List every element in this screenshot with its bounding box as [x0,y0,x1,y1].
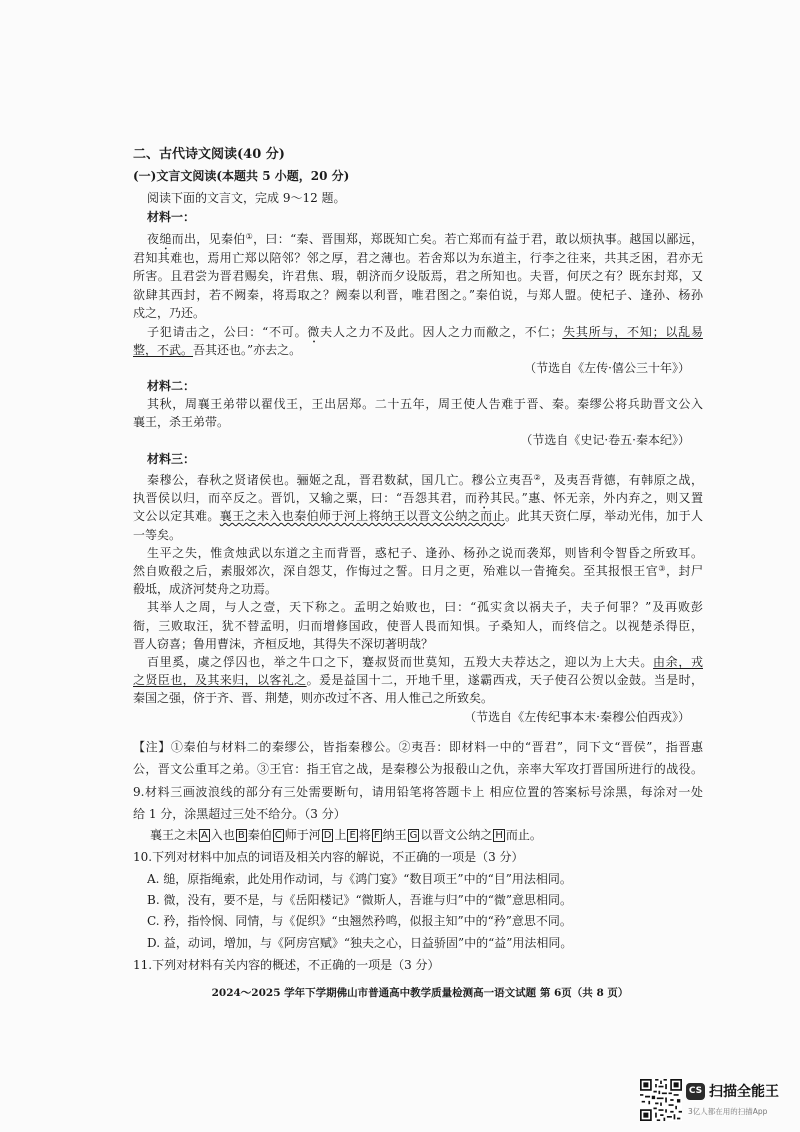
q10-option-d: D. 益，动词，增加，与《阿房宫赋》“独夫之心，日益骄固”中的“益”用法相同。 [147,936,573,950]
material1-line [133,341,703,361]
q9-sentence [150,826,700,846]
text-segment: ，及夷吾背德，有韩原之战， [541,473,703,487]
subsection-title: (一)文言文阅读(本题共 5 小题，20 分) [133,169,350,183]
text-segment: ，曰：“秦、晋围郑，郑既知亡矣。若亡郑而有益于君，敢以烦执事。越国以鄙远， [253,232,703,246]
text-segment: 执晋侯以归，而卒反之。晋饥，又输之粟，曰：“吾怨其君，而 [133,491,478,505]
footnote-marker: ③ [658,564,666,573]
footnote-marker: ① [245,232,254,241]
material1-line [147,230,703,250]
material3-label: 材料三： [147,452,196,466]
section-title: 二、古代诗文阅读(40 分) [133,147,285,162]
q10-stem: 10.下列对材料中加点的词语及相关内容的解说，不正确的一项是（3 分） [133,850,524,864]
dotted-word: 微 [307,325,321,339]
underlined-text: 由余，戎 [653,655,703,669]
wavy-underlined-text: 襄王之未入也秦伯师于河上将纳王以晋文公纳之而止 [219,509,505,523]
material3-line [133,489,703,509]
answer-box-e[interactable]: E [349,830,356,841]
material1-line: 君知其难也，焉用亡郑以陪邻？邻之厚，君之薄也。若舍郑以为东道主，行李之往来，共其乏困，君亦无 [133,251,703,265]
material3-line [147,653,703,673]
material3-line [133,671,703,691]
material2-source: （节选自《史记·卷五·秦本纪》） [520,433,690,447]
material1-line: 欲肆其西封，若不阙秦，将焉取之？阙秦以利晋，唯君图之。”秦伯说，与郑人盟。使杞子、逢孙、杨孙 [133,288,703,302]
text-segment: 夜 [147,232,160,246]
material3-line: 晋人窃喜；鲁用曹沫，齐桓反地，其得失不深切著明哉？ [133,637,434,651]
text-segment: 夫人之力不及此。因人之力而敝之，不仁； [320,325,563,339]
q9-stem-cont: 给 1 分，涂黑超过三处不给分。（3 分） [133,807,346,821]
material3-line [147,471,703,491]
text-segment: ，封尸 [665,564,703,578]
footnote-marker: ② [533,473,542,482]
reading-instruction: 阅读下面的文言文，完成 9～12 题。 [147,191,346,205]
text-segment: 而出，见秦伯 [171,232,246,246]
material2-line: 其秋，周襄王弟带以翟伐王，王出居郑。二十五年，周王使人告难于晋、秦。秦缪公将兵助晋文公入 [147,397,703,411]
text-segment: 。此其天资仁厚，举动光伟，加于人 [504,509,703,523]
sentence-segment: 而止。 [505,828,542,842]
sentence-segment: 秦伯 [247,828,272,842]
answer-box-a[interactable]: A [201,830,208,841]
material2-label: 材料二： [147,379,196,393]
underlined-text: 整，不武。 [133,343,194,357]
notes-line: 公，晋文公重耳之弟。③王官：指王官之战，是秦穆公为报殽山之仇，亲率大军攻打晋国所进行的战役。 [133,762,703,776]
sentence-segment: 入也 [210,828,235,842]
text-segment: 百里奚，虞之俘囚也，举之牛口之下，蹇叔贤而世莫知，五羖大夫荐达之，迎以为上大夫。 [147,655,654,669]
material3-line [133,562,703,582]
scanner-brand: 扫描全能王 [709,1084,779,1100]
text-segment: 秦穆公，春秋之贤诸侯也。骊姬之乱，晋君数弑，国几亡。穆公立夷吾 [147,473,534,487]
sentence-segment: 将 [358,828,371,842]
sentence-segment: 纳王 [382,828,407,842]
answer-box-c[interactable]: C [274,830,282,841]
q11-stem: 11.下列对材料有关内容的概述，不正确的一项是（3 分） [133,958,440,972]
q9-stem: 9.材料三画波浪线的部分有三处需要断句，请用铅笔将答题卡上 相应位置的答案标号涂黑，每涂对一处 [133,785,703,799]
q10-option-a: A. 缒，原指绳索，此处用作动词，与《鸿门宴》“数目项王”中的“目”用法相同。 [147,872,572,886]
material1-line [147,323,703,343]
material3-line: 殽坻，成济河焚舟之功焉。 [133,582,278,596]
answer-box-g[interactable]: G [409,830,418,841]
material3-line: 衙，三败取汪，犹不替孟明，归而增修国政，使晋人畏而知惧。子桑知人，而终信之。以视楚杀得臣， [133,619,703,633]
page-footer: 2024～2025 学年下学期佛山市普通高中教学质量检测高一语文试题 第 6页（共 8 页） [211,987,629,999]
material1-line: 戍之，乃还。 [133,306,206,320]
q10-option-c: C. 矜，指怜悯、同情，与《促织》“虫翘然矜鸣，似报主知”中的“矜”意思不同。 [147,914,572,928]
material3-line: 其举人之周，与人之壹，天下称之。孟明之始败也，曰：“孤实贪以祸夫子，夫子何罪？”及再败彭 [147,600,703,614]
answer-box-h[interactable]: H [495,830,503,841]
text-segment: 国十二，开地千里，遂霸西戎，天子使召公贺以金鼓。当是时， [356,673,703,687]
sentence-segment: 上 [334,828,347,842]
text-segment: 文公以定其难。 [133,509,220,523]
material3-line: 一等矣。 [133,528,182,542]
answer-box-b[interactable]: B [237,830,245,841]
answer-box-f[interactable]: F [373,830,380,841]
sentence-segment: 以晋文公纳之 [420,828,493,842]
text-segment: 子犯请击之，公曰：“不可。 [147,325,308,339]
sentence-segment: 襄王之未 [150,828,199,842]
material1-source: （节选自《左传·僖公三十年》） [524,361,690,375]
material3-source: （节选自《左传纪事本末·秦穆公伯西戎》） [464,710,690,724]
material2-line: 襄王，杀王弟带。 [133,415,230,429]
text-segment: 吾其还也。”亦去之。 [193,343,302,357]
q10-option-b: B. 微，没有，要不是，与《岳阳楼记》“微斯人，吾谁与归”中的“微”意思相同。 [147,893,572,907]
dotted-word: 矜 [477,491,491,505]
sentence-segment: 师于河 [284,828,321,842]
qr-code-icon [640,1079,682,1121]
answer-box-d[interactable]: D [323,830,332,841]
material3-line [133,507,703,527]
material1-label: 材料一： [147,210,196,224]
underlined-text: 失其所与，不知；以乱易 [562,325,703,339]
scanner-tagline: 3亿人都在用的扫描App [688,1107,768,1116]
dotted-word: 缒 [159,232,172,246]
notes-line: 【注】①秦伯与材料二的秦缪公，皆指秦穆公。②夷吾：即材料一中的“晋君”，同下文“晋侯”，指晋惠 [133,740,703,754]
scanner-logo-badge: CS [686,1083,705,1100]
material1-line: 所害。且君尝为晋君赐矣，许君焦、瑕，朝济而夕设版焉，君之所知也。夫晋，何厌之有？既东封郑，又 [133,269,703,283]
material3-line: 生平之失，惟贪烛武以东道之主而背晋，惑杞子、逢孙、杨孙之说而袭郑，则皆利令智昏之所致耳。 [147,546,703,560]
dotted-word: 益 [343,673,357,687]
underlined-text: 之贤臣也，及其来归，以客礼之 [133,673,307,687]
material3-line: 秦国之强，侪于齐、晋、荆楚，则亦改过不吝、用人惟己之所致矣。 [133,691,494,705]
text-segment: 然自败殽之后，素服郊次，深自怨艾，作悔过之誓。日月之更，殆难以一眚掩矣。至其报恨王官 [133,564,659,578]
text-segment: 其民。”惠、怀无亲，外内弃之，则又置 [490,491,703,505]
text-segment: 。爰是 [306,673,344,687]
